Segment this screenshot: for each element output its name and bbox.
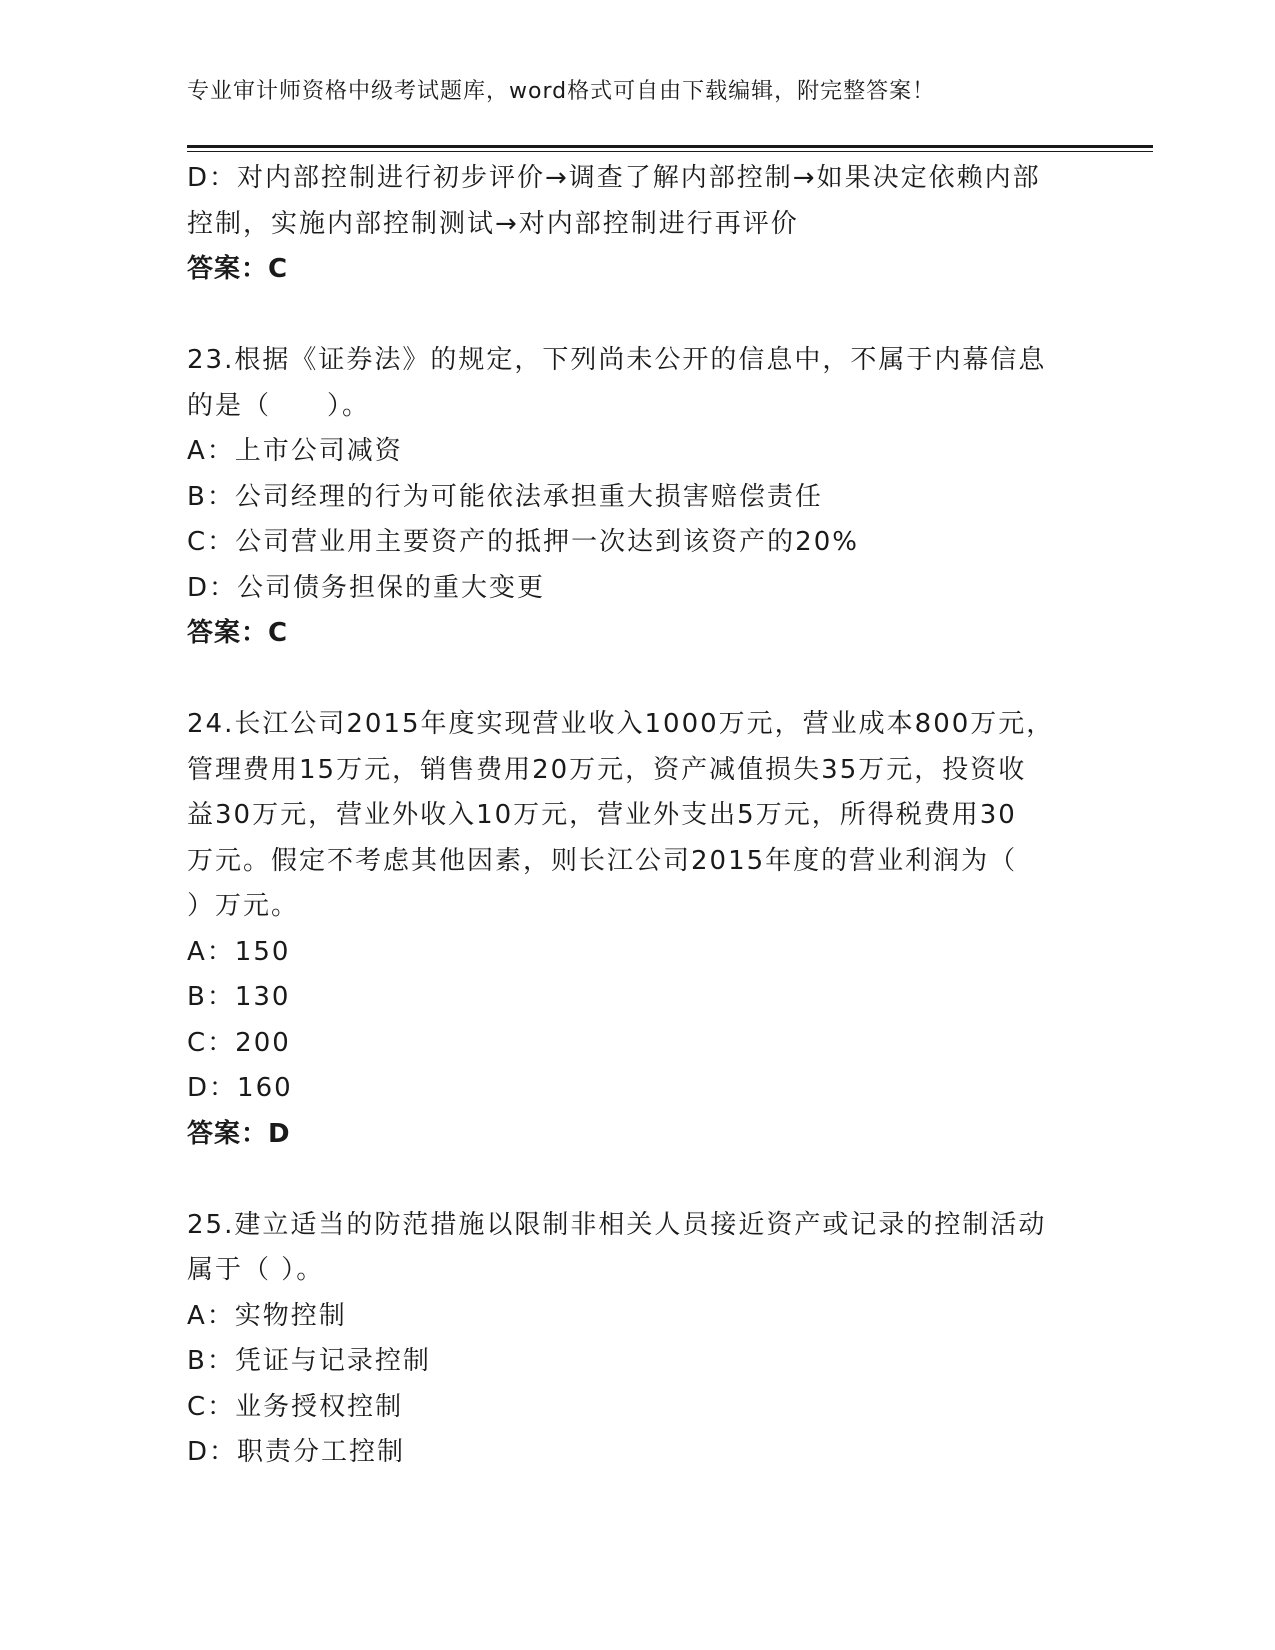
- question-23: [187, 338, 1087, 657]
- q25-stem-line1: 25.建立适当的防范措施以限制非相关人员接近资产或记录的控制活动: [187, 1209, 1047, 1240]
- q25-option-c: C：业务授权控制: [187, 1391, 404, 1422]
- q24-option-c: C：200: [187, 1027, 291, 1058]
- q22-option-d-line2: 控制，实施内部控制测试→对内部控制进行再评价: [187, 208, 799, 239]
- q24-option-d: D：160: [187, 1073, 293, 1103]
- q25-option-d: D：职责分工控制: [187, 1437, 406, 1467]
- q23-option-c: C：公司营业用主要资产的抵押一次达到该资产的20%: [187, 527, 859, 557]
- question-22-tail: [187, 156, 1087, 293]
- q24-answer: 答案：D: [187, 1118, 291, 1149]
- document-body: [187, 156, 1087, 1476]
- q23-option-a: A：上市公司减资: [187, 436, 403, 466]
- q24-stem-line1: 24.长江公司2015年度实现营业收入1000万元，营业成本800万元，: [187, 709, 1055, 739]
- page-header: 专业审计师资格中级考试题库，word格式可自由下载编辑，附完整答案！: [187, 79, 936, 104]
- header-rule-thin: [187, 151, 1153, 152]
- question-24: [187, 702, 1087, 1157]
- q24-stem-line3: 益30万元，营业外收入10万元，营业外支出5万元，所得税费用30: [187, 800, 1017, 830]
- q24-stem-line5: ）万元。: [187, 891, 300, 921]
- header-rule-thick: [187, 145, 1153, 148]
- q23-stem-line1: 23.根据《证券法》的规定，下列尚未公开的信息中，不属于内幕信息: [187, 345, 1047, 375]
- spacer: [187, 1157, 1087, 1203]
- q24-stem-line4: 万元。假定不考虑其他因素，则长江公司2015年度的营业利润为（: [187, 845, 1018, 876]
- q25-option-a: A：实物控制: [187, 1300, 347, 1331]
- q25-option-b: B：凭证与记录控制: [187, 1346, 431, 1376]
- q22-option-d-line1: D：对内部控制进行初步评价→调查了解内部控制→如果决定依赖内部: [187, 163, 1041, 193]
- spacer: [187, 657, 1087, 703]
- question-25: [187, 1203, 1087, 1476]
- q22-answer: 答案：C: [187, 254, 289, 284]
- q23-option-b: B：公司经理的行为可能依法承担重大损害赔偿责任: [187, 481, 823, 512]
- q25-stem-line2: 属于（ ）。: [187, 1255, 325, 1285]
- q23-stem-line2: 的是（ ）。: [187, 390, 371, 421]
- spacer: [187, 293, 1087, 339]
- q24-stem-line2: 管理费用15万元，销售费用20万元，资产减值损失35万元，投资收: [187, 754, 1027, 785]
- q23-option-d: D：公司债务担保的重大变更: [187, 572, 546, 603]
- q23-answer: 答案：C: [187, 618, 289, 648]
- q24-option-b: B：130: [187, 982, 291, 1012]
- q24-option-a: A：150: [187, 936, 291, 967]
